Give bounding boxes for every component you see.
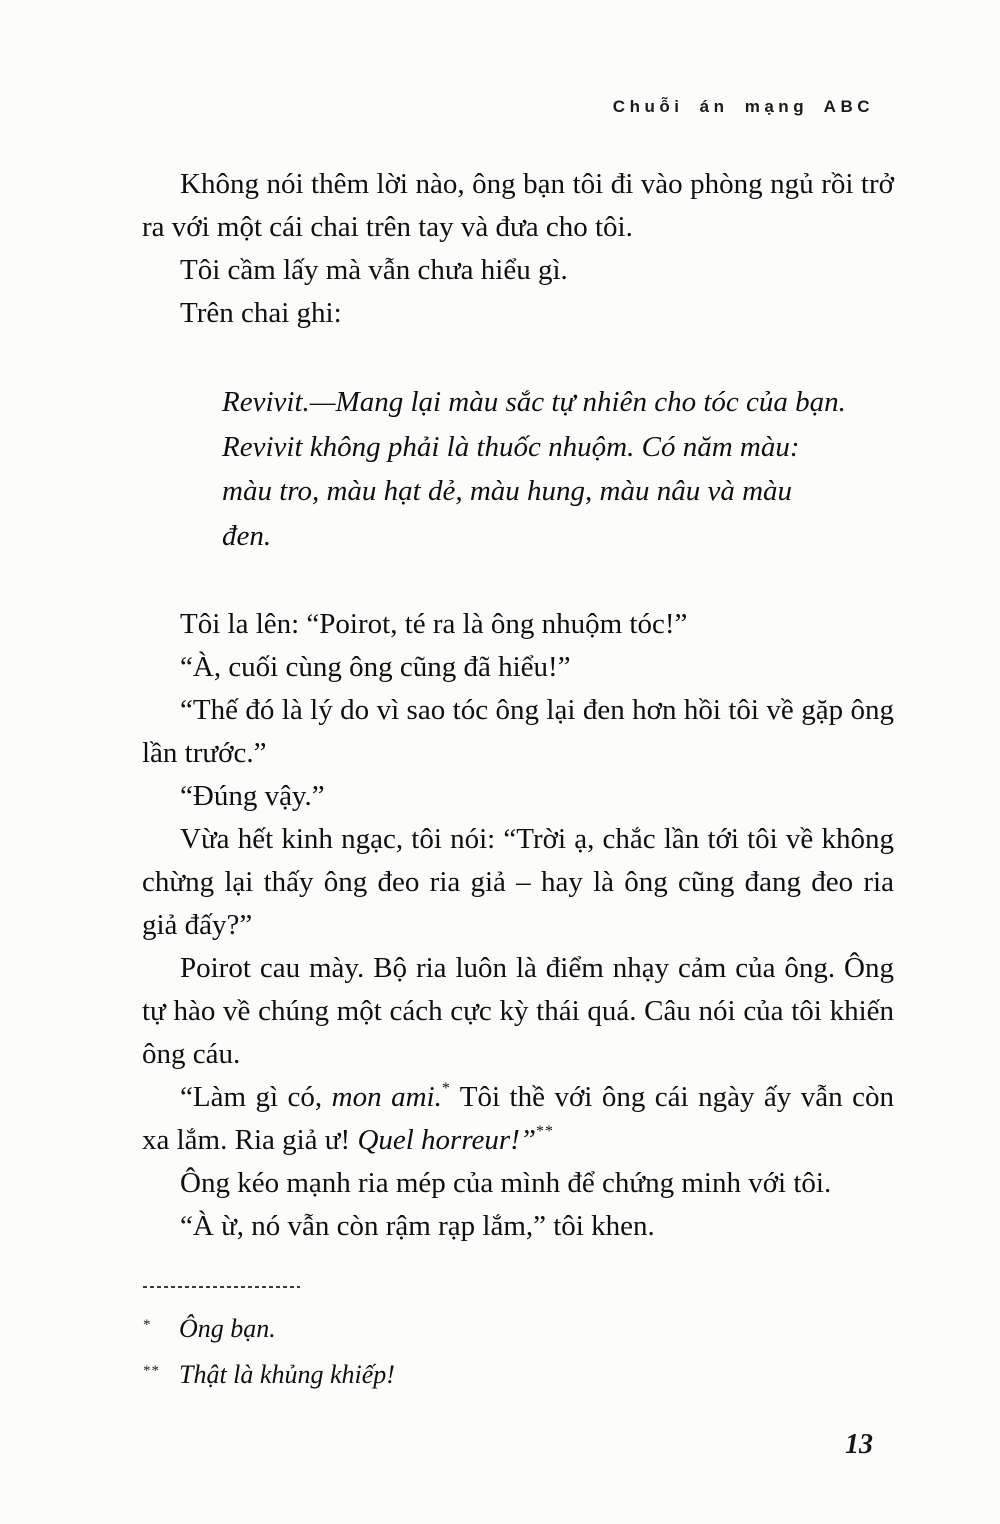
paragraph: [142, 163, 894, 249]
text-run: Không nói thêm lời nào, ông bạn tôi đi vào phòng ngủ rồi trở ra với một cái chai trên tay và đưa cho tôi.: [142, 168, 894, 243]
text-run: Ông kéo mạnh ria mép của mình để chứng minh với tôi.: [180, 1167, 832, 1199]
footnote: [143, 1308, 843, 1354]
footnote: [143, 1354, 843, 1400]
paragraph: [142, 1076, 894, 1162]
text-run: Vừa hết kinh ngạc, tôi nói: “Trời ạ, chắc lần tới tôi về không chừng lại thấy ông đeo ria giả – hay là ông cũng đang đeo ria giả đấy?”: [142, 823, 894, 941]
paragraph: [142, 818, 894, 947]
paragraph: [142, 1205, 894, 1248]
page-number: 13: [845, 1429, 873, 1460]
text-run: “À, cuối cùng ông cũng đã hiểu!”: [180, 651, 571, 683]
text-run: “Làm gì có,: [180, 1081, 332, 1113]
text-run: “À ừ, nó vẫn còn rậm rạp lắm,” tôi khen.: [180, 1210, 655, 1242]
text-run: Tôi thề với ông cái ngày ấy vẫn còn xa lắm. Ria giả ư!: [142, 1081, 894, 1156]
text-run: Poirot cau mày. Bộ ria luôn là điểm nhạy cảm của ông. Ông tự hào về chúng một cách cực kỳ thái quá. Câu nói của tôi khiến ông cáu.: [142, 952, 894, 1070]
text-run: “Đúng vậy.”: [180, 780, 325, 812]
running-header-title: Chuỗi án mạng ABC: [612, 97, 874, 116]
footnote-marker: **: [536, 1123, 554, 1140]
text-run: Tôi la lên: “Poirot, té ra là ông nhuộm tóc!”: [180, 608, 688, 640]
footnote-marker: *: [143, 1317, 152, 1333]
footnote-marker: *: [441, 1080, 451, 1097]
text-run: Tôi cầm lấy mà vẫn chưa hiểu gì.: [180, 254, 568, 286]
footnote-section: [143, 1286, 843, 1400]
paragraph: [142, 775, 894, 818]
text-run: Revivit.—Mang lại màu sắc tự nhiên cho tóc của bạn. Revivit không phải là thuốc nhuộm. Có năm màu: màu tro, màu hạt dẻ, màu hung, màu nâu và màu đen.: [222, 386, 846, 552]
text-run: mon ami.: [331, 1081, 442, 1113]
paragraph: [142, 646, 894, 689]
text-run: Quel horreur!”: [357, 1124, 536, 1156]
text-run: Trên chai ghi:: [180, 297, 342, 329]
footnote-divider: [143, 1286, 300, 1288]
footnote-text: Ông bạn.: [179, 1314, 276, 1343]
paragraph: [142, 947, 894, 1076]
body-text: [142, 163, 894, 1248]
paragraph: [142, 249, 894, 292]
paragraph: [142, 603, 894, 646]
footnote-marker: **: [143, 1363, 160, 1379]
paragraph: [142, 689, 894, 775]
paragraph: [142, 1162, 894, 1205]
paragraph: [142, 292, 894, 335]
footnote-list: [143, 1308, 843, 1400]
bottle-label-quote: [222, 380, 846, 558]
footnote-text: Thật là khủng khiếp!: [179, 1360, 395, 1389]
text-run: “Thế đó là lý do vì sao tóc ông lại đen hơn hồi tôi về gặp ông lần trước.”: [142, 694, 894, 769]
